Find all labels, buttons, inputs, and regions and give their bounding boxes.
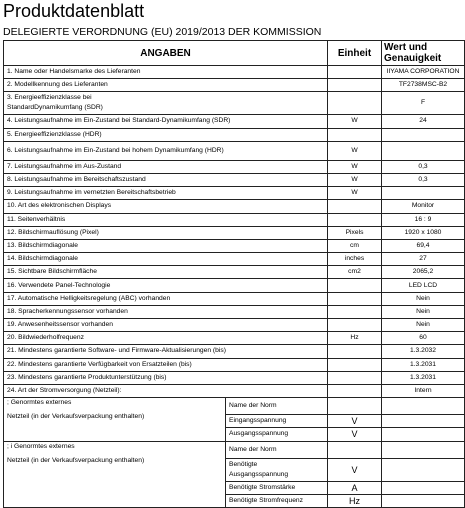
row-unit (328, 200, 382, 213)
row-value: 0,3 (382, 173, 465, 186)
table-row (4, 266, 465, 279)
row-label: 2. Modellkennung des Lieferanten (4, 79, 328, 92)
row-value (382, 141, 465, 160)
row-label: 20. Bildwiederholfrequenz (4, 332, 328, 345)
row-value: Nein (382, 305, 465, 318)
row-label: 21. Mindestens garantierte Software- und Firmware-Aktualisierungen (bis) (4, 345, 328, 358)
row-value: 0,3 (382, 160, 465, 173)
psu-line-unit (328, 441, 382, 458)
row-label: 14. Bildschirmdiagonale (4, 253, 328, 266)
psu-row (4, 398, 465, 415)
psu-line-label: Name der Norm (226, 441, 328, 458)
row-value: 16 : 9 (382, 213, 465, 226)
row-label: 13. Bildschirmdiagonale (4, 239, 328, 252)
row-label: 15. Sichtbare Bildschirmfläche (4, 266, 328, 279)
row-value: 2065,2 (382, 266, 465, 279)
table-row (4, 226, 465, 239)
row-label: 3. Energieeffizienzklasse bei StandardDynamikumfang (SDR) (4, 92, 328, 115)
psu-line-label: Benötigte Stromstärke (226, 481, 328, 494)
row-label: 10. Art des elektronischen Displays (4, 200, 328, 213)
row-unit: Hz (328, 332, 382, 345)
row-label: 6. Leistungsaufnahme im Ein-Zustand bei hohem Dynamikumfang (HDR) (4, 141, 328, 160)
psu-line-unit: Hz (328, 494, 382, 507)
row-unit: Pixels (328, 226, 382, 239)
row-label: 22. Mindestens garantierte Verfügbarkeit von Ersatzteilen (bis) (4, 358, 328, 371)
row-label: 18. Spracherkennungssensor vorhanden (4, 305, 328, 318)
row-label: 1. Name oder Handelsmarke des Lieferanten (4, 66, 328, 79)
row-value: 60 (382, 332, 465, 345)
row-unit: W (328, 160, 382, 173)
row-value: IIYAMA CORPORATION (382, 66, 465, 79)
table-row (4, 115, 465, 128)
row-unit: W (328, 173, 382, 186)
row-label: 5. Energieeffizienzklasse (HDR) (4, 128, 328, 141)
row-unit: W (328, 115, 382, 128)
row-unit (328, 319, 382, 332)
row-value: Monitor (382, 200, 465, 213)
header-einheit: Einheit (328, 41, 382, 66)
psu-line-label: Ausgangsspannung (226, 428, 328, 441)
psu-line-label: Name der Norm (226, 398, 328, 415)
table-row (4, 319, 465, 332)
row-unit (328, 79, 382, 92)
row-label: 7. Leistungsaufnahme im Aus-Zustand (4, 160, 328, 173)
row-unit (328, 305, 382, 318)
table-row (4, 371, 465, 384)
table-row (4, 292, 465, 305)
psu-line-label: Benötigte Ausgangsspannung (226, 458, 328, 481)
row-unit (328, 128, 382, 141)
table-row (4, 213, 465, 226)
row-label: 9. Leistungsaufnahme im vernetzten Bereitschaftsbetrieb (4, 187, 328, 200)
datasheet-table (3, 40, 465, 508)
psu-line-value (382, 441, 465, 458)
row-value: 1.3.2031 (382, 358, 465, 371)
table-row (4, 332, 465, 345)
row-label: 4. Leistungsaufnahme im Ein-Zustand bei Standard-Dynamikumfang (SDR) (4, 115, 328, 128)
row-value: Nein (382, 292, 465, 305)
psu-line-value (382, 428, 465, 441)
row-label: 8. Leistungsaufnahme im Bereitschaftszustand (4, 173, 328, 186)
psu-line-label: Eingangsspannung (226, 415, 328, 428)
row-value: 1.3.2032 (382, 345, 465, 358)
psu-line-unit: V (328, 458, 382, 481)
table-row (4, 173, 465, 186)
row-value (382, 128, 465, 141)
row-label: 16. Verwendete Panel-Technologie (4, 279, 328, 292)
psu-line-unit: A (328, 481, 382, 494)
row-value: 1920 x 1080 (382, 226, 465, 239)
row-label: 17. Automatische Helligkeitsregelung (ABC) vorhanden (4, 292, 328, 305)
table-row (4, 128, 465, 141)
row-unit: cm (328, 239, 382, 252)
row-label: 19. Anwesenheitssensor vorhanden (4, 319, 328, 332)
psu-line-unit (328, 398, 382, 415)
table-row (4, 253, 465, 266)
table-row (4, 239, 465, 252)
row-unit (328, 92, 382, 115)
row-value (382, 187, 465, 200)
psu-line-label: Benötigte Stromfrequenz (226, 494, 328, 507)
psu-line-value (382, 398, 465, 415)
table-row (4, 200, 465, 213)
table-header-row (4, 41, 465, 66)
row-unit (328, 358, 382, 371)
row-unit (328, 384, 382, 397)
row-value: LED LCD (382, 279, 465, 292)
table-row (4, 279, 465, 292)
psu-description: ; i Genormtes externes Netzteil (in der Verkaufsverpackung enthalten) (4, 441, 226, 507)
row-unit: W (328, 187, 382, 200)
table-row (4, 160, 465, 173)
row-unit (328, 345, 382, 358)
table-row (4, 345, 465, 358)
row-unit (328, 292, 382, 305)
row-unit: cm2 (328, 266, 382, 279)
header-wert: Wert und Genauigkeit (382, 41, 465, 66)
row-value: 27 (382, 253, 465, 266)
row-label: 12. Bildschirmauflösung (Pixel) (4, 226, 328, 239)
psu-line-unit: V (328, 428, 382, 441)
psu-line-value (382, 458, 465, 481)
table-row (4, 66, 465, 79)
table-row (4, 92, 465, 115)
page-title: Produktdatenblatt (3, 1, 145, 21)
table-row (4, 141, 465, 160)
psu-description: ; Genormtes externes Netzteil (in der Verkaufsverpackung enthalten) (4, 398, 226, 441)
header-angaben: ANGABEN (4, 41, 328, 66)
table-row (4, 187, 465, 200)
row-label: 11. Seitenverhältnis (4, 213, 328, 226)
row-unit (328, 279, 382, 292)
row-value: 24 (382, 115, 465, 128)
row-value: 1.3.2031 (382, 371, 465, 384)
table-row (4, 79, 465, 92)
row-label: 23. Mindestens garantierte Produktunterstützung (bis) (4, 371, 328, 384)
psu-line-value (382, 481, 465, 494)
row-value: 69,4 (382, 239, 465, 252)
row-value: F (382, 92, 465, 115)
psu-row (4, 441, 465, 458)
row-unit (328, 66, 382, 79)
psu-line-value (382, 494, 465, 507)
table-row (4, 384, 465, 397)
row-label: 24. Art der Stromversorgung (Netzteil): (4, 384, 328, 397)
psu-line-unit: V (328, 415, 382, 428)
row-unit: inches (328, 253, 382, 266)
table-row (4, 358, 465, 371)
regulation-subtitle: DELEGIERTE VERORDNUNG (EU) 2019/2013 DER KOMMISSION (3, 26, 322, 38)
psu-line-value (382, 415, 465, 428)
row-value: Intern (382, 384, 465, 397)
row-unit: W (328, 141, 382, 160)
row-unit (328, 371, 382, 384)
row-value: TF2738MSC-B2 (382, 79, 465, 92)
row-unit (328, 213, 382, 226)
row-value: Nein (382, 319, 465, 332)
table-row (4, 305, 465, 318)
